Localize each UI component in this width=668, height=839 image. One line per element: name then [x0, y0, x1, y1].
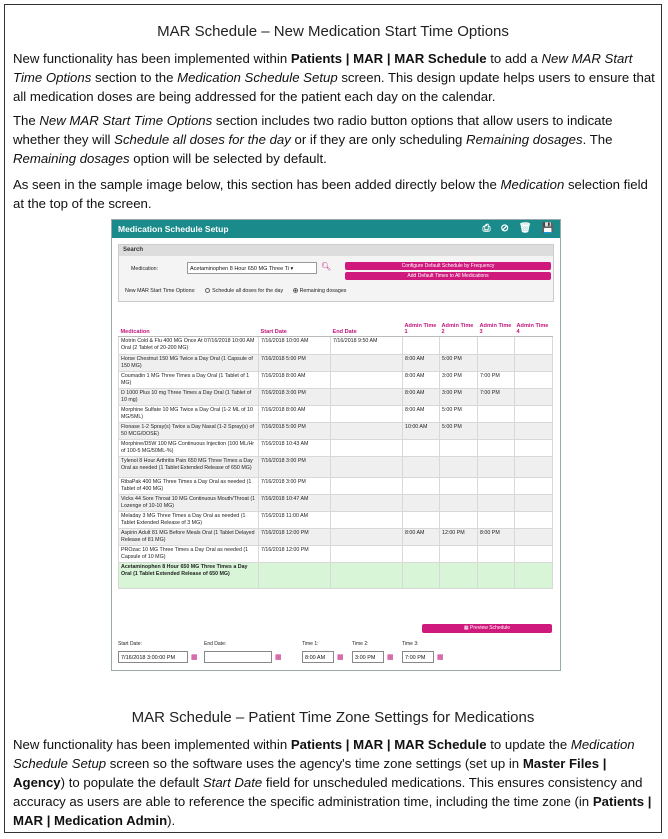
table-cell — [478, 423, 515, 440]
table-cell — [515, 512, 553, 529]
text: to update the — [486, 737, 571, 752]
table-cell — [515, 440, 553, 457]
table-cell — [478, 440, 515, 457]
paragraph-2 — [13, 111, 656, 168]
table-cell: 7/16/2018 10:00 AM — [259, 337, 331, 355]
column-header: Medication — [119, 318, 259, 337]
table-cell — [331, 495, 403, 512]
table-cell: 7/16/2018 3:00 PM — [259, 478, 331, 495]
sample-screenshot — [111, 219, 561, 671]
start-options-label: New MAR Start Time Options: — [125, 288, 196, 294]
table-cell — [478, 337, 515, 355]
time3-group — [402, 641, 444, 666]
search-panel — [118, 244, 554, 302]
table-cell — [331, 423, 403, 440]
table-cell — [440, 512, 478, 529]
time2-input[interactable]: 3:00 PM — [352, 651, 384, 663]
start-date-label: Start Date: — [118, 641, 142, 647]
table-cell — [331, 478, 403, 495]
table-cell: 7/16/2018 10:43 AM — [259, 440, 331, 457]
time3-label: Time 3: — [402, 641, 419, 647]
medication-label: Medication: — [131, 266, 159, 272]
text: . The — [582, 132, 613, 147]
table-cell — [331, 355, 403, 372]
end-date-label: End Date: — [204, 641, 227, 647]
table-cell: 7/16/2018 10:47 AM — [259, 495, 331, 512]
table-cell — [440, 563, 478, 589]
table-row[interactable] — [119, 372, 553, 389]
print-icon[interactable]: ⎙ — [482, 223, 491, 234]
table-cell: 7/16/2018 8:00 AM — [259, 406, 331, 423]
table-cell: Flonase 1-2 Spray(s) Twice a Day Nasal (1-2 Spray(s) of 50 MCG/DOSE) — [119, 423, 259, 440]
configure-schedule-button[interactable]: Configure Default Schedule by Frequency — [345, 262, 551, 270]
calendar-icon[interactable]: ▦ — [387, 653, 394, 661]
table-cell: 7/16/2018 9:50 AM — [331, 337, 403, 355]
table-cell: 7/16/2018 8:00 AM — [259, 372, 331, 389]
table-cell: 7/16/2018 12:00 PM — [259, 546, 331, 563]
start-date-input[interactable]: 7/16/2018 3:00:00 PM — [118, 651, 188, 663]
table-cell — [478, 512, 515, 529]
paragraph-4 — [13, 735, 656, 830]
option-all-label: Schedule all doses for the day — [212, 288, 284, 294]
text: section includes two radio button options that allow users to indicate whether they will — [13, 113, 613, 147]
table-row[interactable] — [119, 563, 553, 589]
table-cell — [331, 529, 403, 546]
table-cell: Vicks 44 Sore Throat 10 MG Continuous Mouth/Throat (1 Lozenge of 10-10 MG) — [119, 495, 259, 512]
table-cell: 7/16/2018 5:00 PM — [259, 355, 331, 372]
table-cell — [331, 546, 403, 563]
column-header: Admin Time 4 — [515, 318, 553, 337]
table-cell — [515, 529, 553, 546]
table-cell — [515, 563, 553, 589]
bold-path: Patients | MAR | Medication Admin — [13, 794, 652, 828]
table-cell — [403, 563, 440, 589]
table-cell — [515, 389, 553, 406]
table-row[interactable] — [119, 546, 553, 563]
table-cell — [478, 457, 515, 478]
table-cell: PROzac 10 MG Three Times a Day Oral as needed (1 Capsule of 10 MG) — [119, 546, 259, 563]
table-cell: Acetaminophen 8 Hour 650 MG Three Times a Day Oral (1 Tablet Extended Release of 650 MG) — [119, 563, 259, 589]
table-cell: 10:00 AM — [403, 423, 440, 440]
table-cell — [331, 440, 403, 457]
text: option will be selected by default. — [129, 151, 327, 166]
column-header: Admin Time 1 — [403, 318, 440, 337]
text: screen. This design update helps users to ensure that all medication doses are being addressed for the patient each day on the calendar. — [13, 70, 655, 104]
table-cell — [403, 440, 440, 457]
document-page — [4, 4, 662, 833]
table-cell: 7/16/2018 12:00 PM — [259, 529, 331, 546]
table-cell — [515, 478, 553, 495]
save-icon[interactable]: 💾 — [541, 223, 554, 234]
table-cell — [478, 355, 515, 372]
text: ). — [167, 813, 176, 828]
time1-group — [302, 641, 344, 666]
section-title-start-time: MAR Schedule – New Medication Start Time Options — [157, 23, 509, 40]
table-cell — [515, 355, 553, 372]
table-cell: 8:00 AM — [403, 372, 440, 389]
table-cell: 7:00 PM — [478, 372, 515, 389]
table-cell: 5:00 PM — [440, 406, 478, 423]
table-cell — [403, 457, 440, 478]
bold-path: Master Files | Agency — [13, 756, 607, 790]
table-cell — [403, 337, 440, 355]
search-label: Search — [119, 245, 553, 256]
table-row[interactable] — [119, 337, 553, 355]
start-date-group — [118, 641, 198, 666]
time3-input[interactable]: 7:00 PM — [402, 651, 434, 663]
column-header: Admin Time 3 — [478, 318, 515, 337]
table-cell: 5:00 PM — [440, 423, 478, 440]
time1-label: Time 1: — [302, 641, 319, 647]
end-date-input[interactable] — [204, 651, 272, 663]
table-row[interactable] — [119, 529, 553, 546]
table-cell — [478, 563, 515, 589]
screenshot-header — [112, 220, 560, 238]
text: ) to populate the default — [60, 775, 203, 790]
time2-label: Time 2: — [352, 641, 369, 647]
table-row[interactable] — [119, 478, 553, 495]
table-cell — [403, 512, 440, 529]
preview-schedule-button[interactable]: ▦ Preview Schedule — [422, 624, 552, 633]
table-row[interactable] — [119, 512, 553, 529]
table-cell: 8:00 AM — [403, 406, 440, 423]
table-cell: 7/16/2018 11:00 AM — [259, 512, 331, 529]
table-cell — [331, 389, 403, 406]
text: The — [13, 113, 40, 128]
table-cell — [515, 406, 553, 423]
text: New functionality has been implemented within — [13, 737, 291, 752]
table-cell: Coumadin 1 MG Three Times a Day Oral (1 Tablet of 1 MG) — [119, 372, 259, 389]
table-cell — [331, 512, 403, 529]
table-cell — [259, 563, 331, 589]
italic-term: Schedule all doses for the day — [114, 132, 291, 147]
text: section to the — [91, 70, 178, 85]
table-cell: Morphine Sulfate 10 MG Twice a Day Oral (1-2 ML of 10 MG/5ML) — [119, 406, 259, 423]
table-cell: RibaPak 400 MG Three Times a Day Oral as needed (1 Tablet of 400 MG) — [119, 478, 259, 495]
table-cell: 3:00 PM — [440, 389, 478, 406]
table-cell — [403, 546, 440, 563]
column-header: Start Date — [259, 318, 331, 337]
table-cell — [440, 440, 478, 457]
table-cell: Horse Chestnut 150 MG Twice a Day Oral (1 Capsule of 150 MG) — [119, 355, 259, 372]
table-row[interactable] — [119, 406, 553, 423]
table-cell: 5:00 PM — [440, 355, 478, 372]
table-cell: 8:00 AM — [403, 529, 440, 546]
table-cell — [515, 546, 553, 563]
table-cell: Motrin Cold & Flu 400 MG Once At 07/16/2018 10:00 AM Oral (2 Tablet of 20-200 MG) — [119, 337, 259, 355]
text: As seen in the sample image below, this section has been added directly below the — [13, 177, 501, 192]
calendar-icon[interactable]: ▦ — [275, 653, 282, 661]
italic-term: Medication — [500, 177, 565, 192]
calendar-icon[interactable]: ▦ — [437, 653, 444, 661]
table-cell — [331, 372, 403, 389]
medication-select[interactable]: Acetaminophen 8 Hour 650 MG Three Ti ▾ — [187, 262, 317, 274]
table-cell: 8:00 AM — [403, 389, 440, 406]
italic-term: Medication Schedule Setup — [13, 737, 635, 771]
text: screen so the software uses the agency's time zone settings (set up in — [106, 756, 523, 771]
start-time-options — [125, 288, 346, 294]
table-cell — [403, 478, 440, 495]
table-cell — [515, 423, 553, 440]
time1-input[interactable]: 8:00 AM — [302, 651, 334, 663]
add-default-times-button[interactable]: Add Default Times to All Medications — [345, 272, 551, 280]
trash-icon[interactable]: 🗑 — [518, 223, 532, 234]
table-cell — [478, 495, 515, 512]
table-cell: 8:00 AM — [403, 355, 440, 372]
table-cell: Aspirin Adult 81 MG Before Meals Oral (1 Tablet Delayed Release of 81 MG) — [119, 529, 259, 546]
table-cell — [515, 457, 553, 478]
table-row[interactable] — [119, 440, 553, 457]
table-row[interactable] — [119, 355, 553, 372]
table-cell: Meladay 3 MG Three Times a Day Oral as needed (1 Tablet Extended Release of 3 MG) — [119, 512, 259, 529]
table-cell — [478, 406, 515, 423]
table-cell: 8:00 PM — [478, 529, 515, 546]
option-remaining-label: Remaining dosages — [299, 288, 347, 294]
table-row[interactable] — [119, 423, 553, 440]
text: New functionality has been implemented within — [13, 51, 291, 66]
text: selection field at the top of the screen. — [13, 177, 648, 211]
table-cell: 7/16/2018 3:00 PM — [259, 457, 331, 478]
table-cell: 3:00 PM — [440, 372, 478, 389]
table-cell — [515, 495, 553, 512]
table-cell — [440, 457, 478, 478]
paragraph-3 — [13, 175, 656, 213]
bold-path: Patients | MAR | MAR Schedule — [290, 737, 487, 752]
table-cell — [331, 406, 403, 423]
paragraph-1 — [13, 49, 656, 106]
table-cell — [440, 546, 478, 563]
table-cell — [478, 546, 515, 563]
table-cell — [403, 495, 440, 512]
medication-table — [118, 318, 553, 589]
table-row[interactable] — [119, 495, 553, 512]
section-title-time-zone: MAR Schedule – Patient Time Zone Settings for Medications — [131, 709, 535, 726]
text: field for unscheduled medications. This ensures consistency and accuracy as users are able to reference the specific administration time, including the time zone (in — [13, 775, 643, 809]
table-cell: Tylenol 8 Hour Arthritis Pain 650 MG Three Times a Day Oral as needed (1 Tablet Extended Release of 650 MG) — [119, 457, 259, 478]
search-icon[interactable]: 🔍︎ — [321, 262, 332, 271]
screenshot-title: Medication Schedule Setup — [118, 224, 229, 234]
bold-path: Patients | MAR | MAR Schedule — [290, 51, 487, 66]
preview-label: Preview Schedule — [470, 625, 511, 631]
table-cell: 7/16/2018 5:00 PM — [259, 423, 331, 440]
table-cell: 7/16/2018 3:00 PM — [259, 389, 331, 406]
column-header: End Date — [331, 318, 403, 337]
calendar-icon[interactable]: ▦ — [191, 653, 198, 661]
table-cell — [478, 478, 515, 495]
table-cell: D 1000 Plus 10 mg Three Times a Day Oral (1 Tablet of 10 mg) — [119, 389, 259, 406]
table-cell: Morphine/D5W 100 MG Continuous Injection (100 ML/Hr of 100-5 MG/50ML-%) — [119, 440, 259, 457]
text: to add a — [486, 51, 542, 66]
italic-term: New MAR Start Time Options — [39, 113, 213, 128]
table-cell — [440, 478, 478, 495]
italic-term: Medication Schedule Setup — [177, 70, 338, 85]
table-cell — [440, 337, 478, 355]
table-cell: 12:00 PM — [440, 529, 478, 546]
cancel-icon[interactable]: ⊘ — [500, 223, 509, 234]
table-cell — [515, 372, 553, 389]
radio-schedule-all[interactable] — [205, 288, 210, 293]
table-row[interactable] — [119, 457, 553, 478]
table-cell — [331, 563, 403, 589]
end-date-group — [204, 641, 282, 666]
table-cell — [515, 337, 553, 355]
table-cell — [331, 457, 403, 478]
column-header: Admin Time 2 — [440, 318, 478, 337]
italic-term: Start Date — [202, 775, 263, 790]
table-row[interactable] — [119, 389, 553, 406]
italic-term: Remaining dosages — [13, 151, 130, 166]
italic-term: Remaining dosages — [466, 132, 583, 147]
time2-group — [352, 641, 394, 666]
text: or if they are only scheduling — [290, 132, 467, 147]
calendar-icon[interactable]: ▦ — [337, 653, 344, 661]
radio-remaining[interactable] — [293, 288, 298, 293]
table-cell: 7:00 PM — [478, 389, 515, 406]
italic-term: New MAR Start Time Options — [13, 51, 633, 85]
table-cell — [440, 495, 478, 512]
